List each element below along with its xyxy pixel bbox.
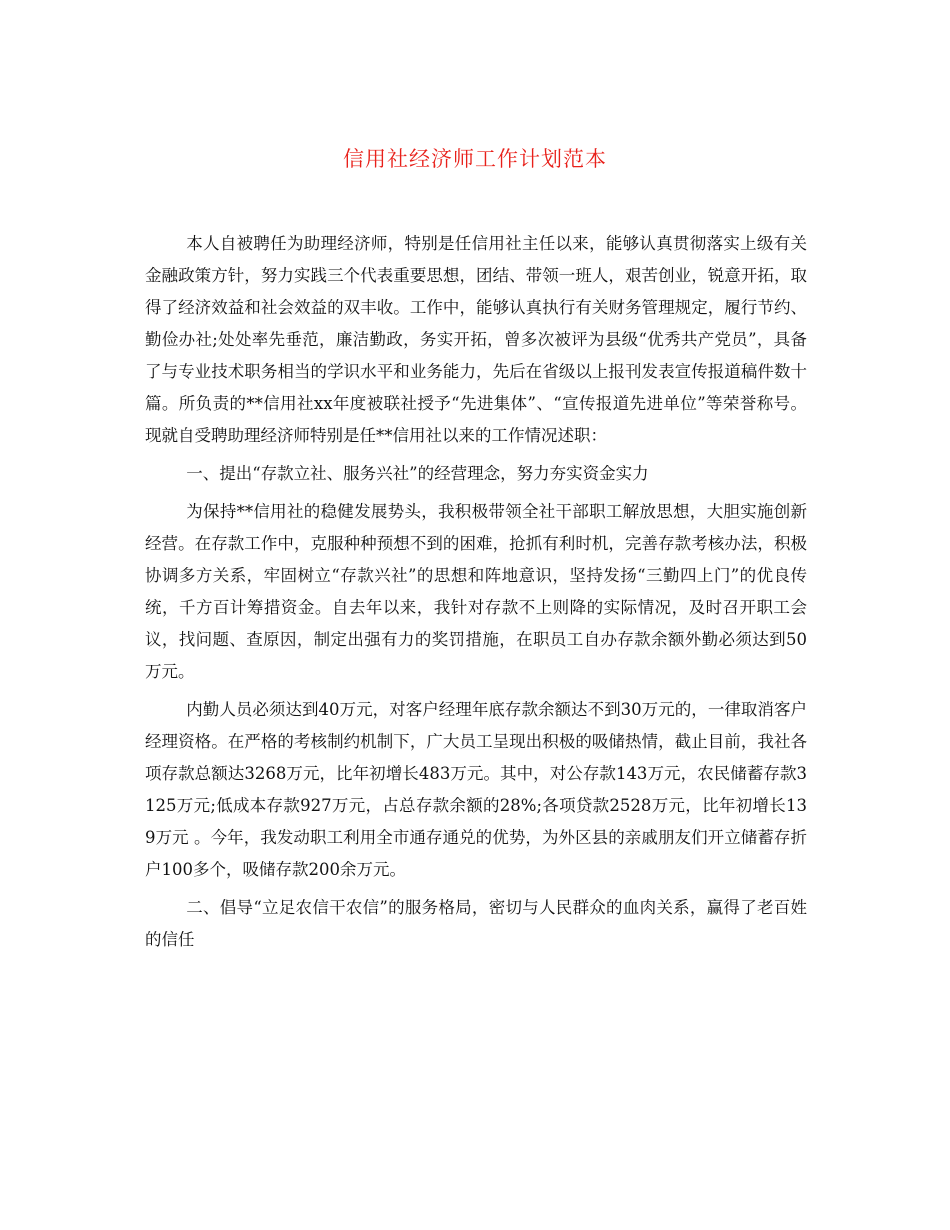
paragraph-intro: 本人自被聘任为助理经济师，特别是任信用社主任以来，能够认真贯彻落实上级有关金融政策方针，努力实践三个代表重要思想，团结、带领一班人，艰苦创业，锐意开拓，取得了经济效益和社会效益的双丰收。工作中，能够认真执行有关财务管理规定，履行节约、勤俭办社;处处率先垂范，廉洁勤政，务实开拓，曾多次被评为县级“优秀共产党员”，具备了与专业技术职务相当的学识水平和业务能力，先后在省级以上报刊发表宣传报道稿件数十篇。所负责的**信用社xx年度被联社授予“先进集体”、“宣传报道先进单位”等荣誉称号。现就自受聘助理经济师特别是任**信用社以来的工作情况述职： xyxy=(145,234,807,445)
paragraph-deposits: 为保持**信用社的稳健发展势头，我积极带领全社干部职工解放思想，大胆实施创新经营。在存款工作中，克服种种预想不到的困难，抢抓有利时机，完善存款考核办法，积极协调多方关系，牢固树立“存款兴社”的思想和阵地意识，坚持发扬“三勤四上门”的优良传统，千方百计筹措资金。自去年以来，我针对存款不上则降的实际情况，及时召开职工会议，找问题、查原因，制定出强有力的奖罚措施，在职员工自办存款余额外勤必须达到50万元。 xyxy=(145,502,807,681)
section-heading-2: 二、倡导“立足农信干农信”的服务格局，密切与人民群众的血肉关系，赢得了老百姓的信任 xyxy=(145,898,807,949)
document-title: 信用社经济师工作计划范本 xyxy=(343,147,607,171)
document-body xyxy=(145,228,807,962)
section-heading-1: 一、提出“存款立社、服务兴社”的经营理念，努力夯实资金实力 xyxy=(186,464,649,483)
paragraph-results: 内勤人员必须达到40万元，对客户经理年底存款余额达不到30万元的，一律取消客户经理资格。在严格的考核制约机制下，广大员工呈现出积极的吸储热情，截止目前，我社各项存款总额达3268万元，比年初增长483万元。其中，对公存款143万元，农民储蓄存款3125万元;低成本存款927万元，占总存款余额的28%;各项贷款2528万元，比年初增长139万元 。今年，我发动职工利用全市通存通兑的优势，为外区县的亲戚朋友们开立储蓄存折户100多个，吸储存款200余万元。 xyxy=(145,700,807,879)
